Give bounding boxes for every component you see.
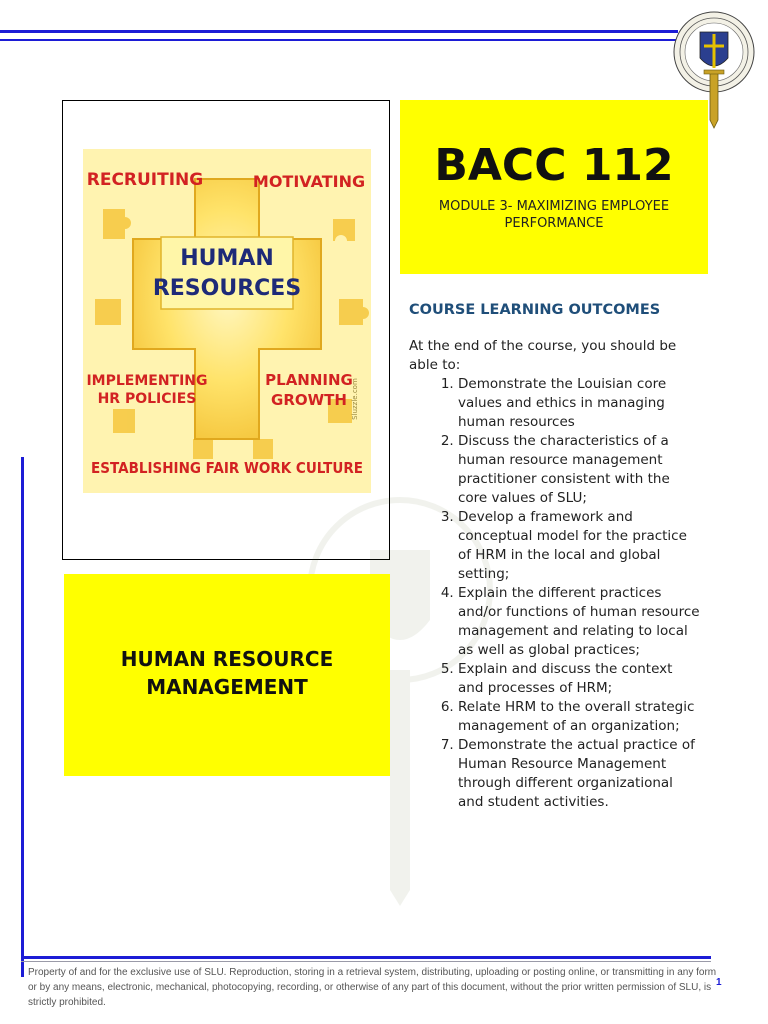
top-rule-secondary bbox=[0, 39, 678, 41]
label-motivating: MOTIVATING bbox=[252, 172, 366, 191]
module-title: MODULE 3- MAXIMIZING EMPLOYEE PERFORMANCE bbox=[438, 199, 670, 231]
label-growth: GROWTH bbox=[271, 391, 347, 409]
copyright-notice: Property of and for the exclusive use of SLU. Reproduction, storing in a retrieval system, distributing, uploading or posting online, or transmitting in any form or by any means, electronic, mechanical, photocopying, recording, or otherwise of any part of this document, without the prior written permission of SLU, is strictly prohibited. bbox=[28, 967, 717, 1008]
outcome-item: 3. Develop a framework and conceptual model for the practice of HRM in the local and global setting; bbox=[458, 508, 701, 584]
outcomes-intro: At the end of the course, you should be able to: bbox=[409, 338, 677, 373]
bottom-rule bbox=[21, 956, 711, 959]
outcome-item: 1. Demonstrate the Louisian core values and ethics in managing human resources bbox=[458, 375, 701, 432]
outcome-item: 5. Explain and discuss the context and processes of HRM; bbox=[458, 660, 701, 698]
label-implementing: IMPLEMENTING bbox=[86, 373, 208, 389]
label-resources: RESOURCES bbox=[152, 276, 302, 301]
page-number: 1 bbox=[716, 977, 722, 988]
puzzle-graphic bbox=[83, 149, 371, 493]
label-hr-policies: HR POLICIES bbox=[97, 391, 197, 407]
top-rule bbox=[0, 30, 678, 33]
outcomes-list bbox=[409, 375, 701, 812]
label-recruiting: RECRUITING bbox=[86, 170, 204, 190]
left-rule bbox=[21, 457, 24, 977]
outcome-item: 7. Demonstrate the actual practice of Human Resource Management through different organizational and student activities. bbox=[458, 736, 701, 812]
course-code: BACC 112 bbox=[434, 140, 674, 191]
label-planning: PLANNING bbox=[265, 371, 353, 389]
label-establishing: ESTABLISHING FAIR WORK CULTURE bbox=[91, 459, 363, 477]
label-human: HUMAN bbox=[180, 246, 274, 271]
outcome-item: 2. Discuss the characteristics of a human resource management practitioner consistent with the core values of SLU; bbox=[458, 432, 701, 508]
outcome-item: 6. Relate HRM to the overall strategic management of an organization; bbox=[458, 698, 701, 736]
course-title: HUMAN RESOURCE MANAGEMENT bbox=[120, 647, 334, 699]
bottom-rule-secondary bbox=[21, 961, 711, 962]
outcomes-heading: COURSE LEARNING OUTCOMES bbox=[409, 302, 661, 318]
outcome-item: 4. Explain the different practices and/or functions of human resource management and relating to local as well as global practices; bbox=[458, 584, 701, 660]
image-credit: Sluzzle.com bbox=[351, 378, 359, 420]
